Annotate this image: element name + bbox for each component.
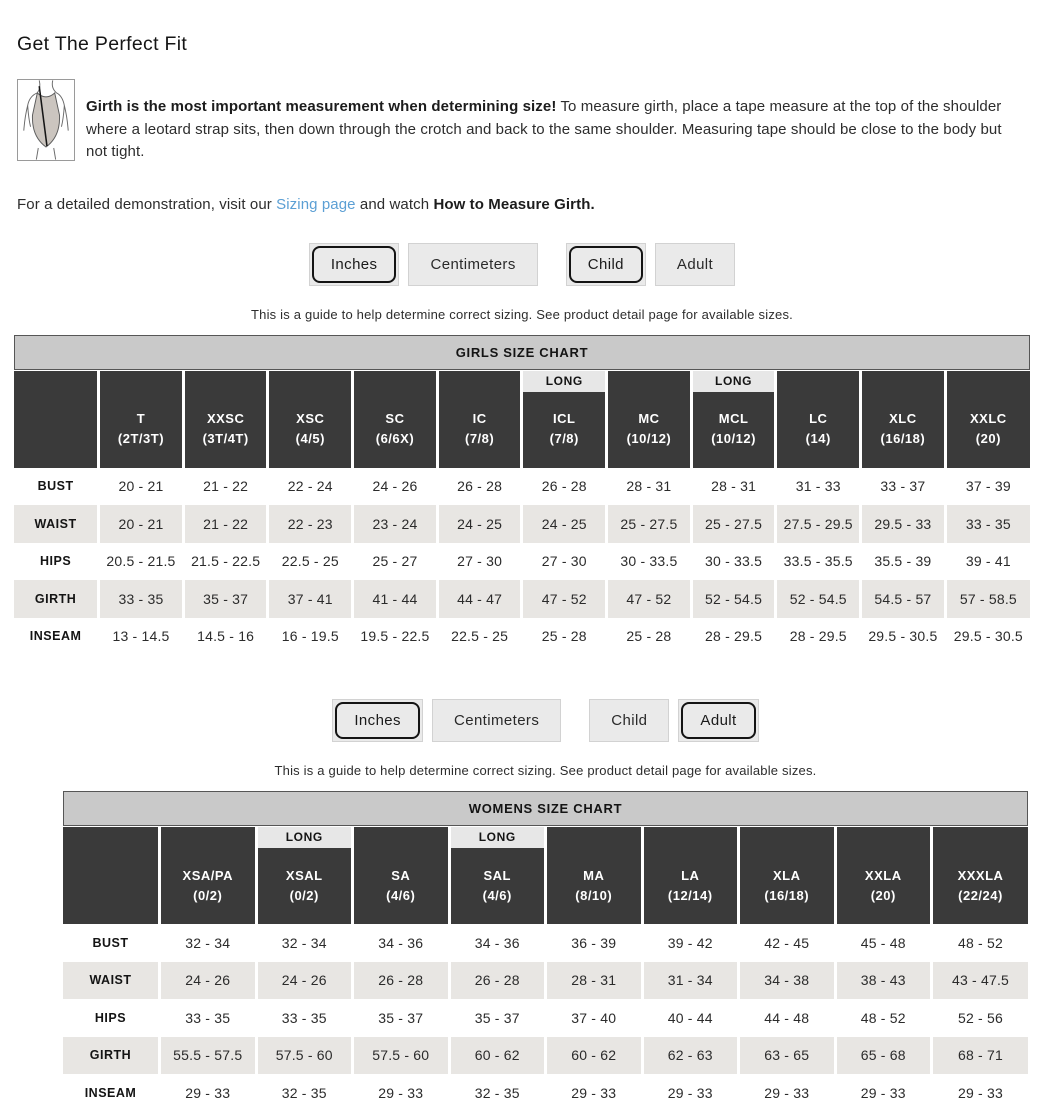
child-toggle-button[interactable] (589, 699, 669, 742)
size-value-cell: 22 - 23 (268, 505, 353, 543)
size-value-cell: 25 - 27 (353, 543, 438, 581)
size-value-cell: 26 - 28 (449, 962, 546, 1000)
measurement-label: WAIST (14, 505, 99, 543)
size-value-cell: 13 - 14.5 (99, 618, 184, 656)
womens-row-inseam (63, 1074, 1028, 1112)
size-value-cell: 25 - 27.5 (691, 505, 776, 543)
size-range: (0/2) (193, 887, 223, 903)
womens-row-hips (63, 999, 1028, 1037)
size-value-cell: 35 - 37 (183, 580, 268, 618)
size-range: (20) (870, 887, 896, 903)
size-value-cell: 29 - 33 (642, 1074, 739, 1112)
size-code: T (136, 411, 146, 426)
girls-row-inseam (14, 618, 1030, 656)
size-value-cell: 52 - 54.5 (691, 580, 776, 618)
womens-toggle-row (63, 699, 1028, 742)
size-value-cell: 52 - 56 (932, 999, 1029, 1037)
size-value-cell: 62 - 63 (642, 1037, 739, 1075)
size-value-cell: 33 - 35 (256, 999, 353, 1037)
size-value-cell: 39 - 41 (945, 543, 1030, 581)
measurement-label: WAIST (63, 962, 160, 1000)
toggle-button-label: Centimeters (453, 712, 540, 729)
size-value-cell: 20 - 21 (99, 505, 184, 543)
girls-row-bust (14, 468, 1030, 506)
womens-sizing-note: This is a guide to help determine correct sizing. See product detail page for available sizes. (274, 763, 817, 778)
size-column-header-sa (353, 827, 450, 924)
measurement-label: INSEAM (14, 618, 99, 656)
size-value-cell: 24 - 26 (160, 962, 257, 1000)
size-code: LC (809, 411, 828, 426)
leotard-girth-diagram-icon (17, 79, 75, 161)
girth-intro-body: To measure girth, place a tape measure at the top of the shoulder where a leotard strap sits, then down through the crotch and back to the same shoulder. Measuring tape should be close to the body but not tight. (86, 98, 1002, 160)
size-range: (4/5) (295, 431, 325, 446)
size-column-header-xsal (256, 827, 353, 924)
size-code: XSA/PA (182, 867, 233, 883)
girth-intro-text (86, 94, 1024, 164)
size-value-cell: 26 - 28 (522, 468, 607, 506)
size-value-cell: 20 - 21 (99, 468, 184, 506)
size-value-cell: 47 - 52 (522, 580, 607, 618)
size-range: (8/10) (575, 887, 613, 903)
toggle-button-label: Adult (676, 255, 714, 273)
size-code: ICL (553, 411, 576, 426)
girls-size-table-mount (14, 371, 1030, 656)
size-value-cell: 22.5 - 25 (437, 618, 522, 656)
size-range: (14) (805, 431, 831, 446)
girls-row-waist (14, 505, 1030, 543)
size-value-cell: 25 - 28 (522, 618, 607, 656)
size-range: (10/12) (626, 431, 672, 446)
size-value-cell: 32 - 34 (160, 924, 257, 962)
size-value-cell: 29 - 33 (546, 1074, 643, 1112)
size-range: (4/6) (386, 887, 416, 903)
size-value-cell: 52 - 54.5 (776, 580, 861, 618)
size-column-header-ic (437, 371, 522, 468)
size-range: (7/8) (464, 431, 495, 446)
demo-line (17, 196, 1024, 213)
size-value-cell: 26 - 28 (353, 962, 450, 1000)
size-column-header-la (642, 827, 739, 924)
size-value-cell: 29.5 - 33 (861, 505, 946, 543)
long-length-badge: LONG (451, 827, 545, 848)
measurement-label: HIPS (63, 999, 160, 1037)
size-value-cell: 34 - 38 (739, 962, 836, 1000)
size-range: (20) (975, 431, 1001, 446)
measurement-label: BUST (63, 924, 160, 962)
size-value-cell: 33 - 35 (160, 999, 257, 1037)
womens-size-chart (63, 791, 1028, 1112)
size-value-cell: 29 - 33 (160, 1074, 257, 1112)
size-value-cell: 28 - 29.5 (776, 618, 861, 656)
toggle-button-label: Inches (312, 246, 397, 283)
size-column-header-mcl (691, 371, 776, 468)
size-value-cell: 42 - 45 (739, 924, 836, 962)
size-value-cell: 28 - 31 (607, 468, 692, 506)
size-value-cell: 37 - 41 (268, 580, 353, 618)
size-value-cell: 19.5 - 22.5 (353, 618, 438, 656)
size-value-cell: 21 - 22 (183, 468, 268, 506)
centimeters-toggle-button[interactable] (408, 243, 537, 286)
size-value-cell: 28 - 31 (546, 962, 643, 1000)
size-range: (22/24) (958, 887, 1003, 903)
size-value-cell: 47 - 52 (607, 580, 692, 618)
size-column-header-xsc (268, 371, 353, 468)
size-value-cell: 24 - 25 (437, 505, 522, 543)
size-value-cell: 24 - 26 (353, 468, 438, 506)
demo-line-middle: and watch (355, 195, 434, 213)
size-value-cell: 21 - 22 (183, 505, 268, 543)
size-value-cell: 29 - 33 (353, 1074, 450, 1112)
size-value-cell: 65 - 68 (835, 1037, 932, 1075)
size-value-cell: 23 - 24 (353, 505, 438, 543)
size-value-cell: 28 - 29.5 (691, 618, 776, 656)
girls-section (14, 243, 1030, 656)
size-value-cell: 57 - 58.5 (945, 580, 1030, 618)
size-value-cell: 54.5 - 57 (861, 580, 946, 618)
child-toggle-button[interactable] (566, 243, 646, 286)
size-column-header-xla (739, 827, 836, 924)
size-code: XSAL (285, 867, 323, 883)
size-column-header-xsa-pa (160, 827, 257, 924)
size-range: (7/8) (549, 431, 579, 446)
size-value-cell: 31 - 34 (642, 962, 739, 1000)
size-range: (6/6X) (375, 431, 415, 446)
size-value-cell: 24 - 26 (256, 962, 353, 1000)
page-title: Get The Perfect Fit (17, 33, 188, 55)
measurement-label: GIRTH (63, 1037, 160, 1075)
adult-toggle-button[interactable] (678, 699, 758, 742)
size-value-cell: 28 - 31 (691, 468, 776, 506)
size-value-cell: 57.5 - 60 (353, 1037, 450, 1075)
size-value-cell: 35.5 - 39 (861, 543, 946, 581)
size-column-header-t (99, 371, 184, 468)
size-value-cell: 29 - 33 (932, 1074, 1029, 1112)
size-value-cell: 29.5 - 30.5 (945, 618, 1030, 656)
size-code: XXLC (970, 411, 1007, 426)
womens-size-table (63, 827, 1028, 1112)
size-column-header-mc (607, 371, 692, 468)
size-value-cell: 60 - 62 (449, 1037, 546, 1075)
size-value-cell: 20.5 - 21.5 (99, 543, 184, 581)
toggle-button-label: Child (569, 246, 643, 283)
girls-row-girth (14, 580, 1030, 618)
size-range: (2T/3T) (117, 431, 165, 446)
size-value-cell: 39 - 42 (642, 924, 739, 962)
size-table-corner-cell (14, 371, 99, 468)
size-range: (16/18) (764, 887, 810, 903)
girls-size-chart (14, 335, 1030, 656)
girls-size-chart-title: GIRLS SIZE CHART (14, 335, 1030, 370)
size-value-cell: 30 - 33.5 (691, 543, 776, 581)
womens-section (63, 699, 1028, 1112)
size-value-cell: 29 - 33 (835, 1074, 932, 1112)
size-code: MCL (718, 411, 749, 426)
size-value-cell: 44 - 47 (437, 580, 522, 618)
size-column-header-ma (546, 827, 643, 924)
size-value-cell: 25 - 28 (607, 618, 692, 656)
size-column-header-xlc (861, 371, 946, 468)
size-value-cell: 44 - 48 (739, 999, 836, 1037)
size-value-cell: 33 - 35 (945, 505, 1030, 543)
size-column-header-xxxla (932, 827, 1029, 924)
size-value-cell: 35 - 37 (353, 999, 450, 1037)
size-column-header-xxla (835, 827, 932, 924)
size-column-header-sal (449, 827, 546, 924)
toggle-button-label: Child (611, 712, 648, 729)
adult-toggle-button[interactable] (655, 243, 735, 286)
size-value-cell: 25 - 27.5 (607, 505, 692, 543)
girth-intro-block (17, 79, 1024, 179)
size-value-cell: 32 - 34 (256, 924, 353, 962)
toggle-button-label: Adult (681, 702, 755, 739)
size-value-cell: 14.5 - 16 (183, 618, 268, 656)
size-value-cell: 16 - 19.5 (268, 618, 353, 656)
size-value-cell: 30 - 33.5 (607, 543, 692, 581)
size-value-cell: 43 - 47.5 (932, 962, 1029, 1000)
size-value-cell: 31 - 33 (776, 468, 861, 506)
womens-size-table-mount (63, 827, 1028, 1112)
womens-row-girth (63, 1037, 1028, 1075)
size-value-cell: 45 - 48 (835, 924, 932, 962)
size-code: SA (391, 867, 411, 883)
size-value-cell: 37 - 39 (945, 468, 1030, 506)
size-value-cell: 35 - 37 (449, 999, 546, 1037)
measurement-label: GIRTH (14, 580, 99, 618)
size-value-cell: 33 - 37 (861, 468, 946, 506)
size-value-cell: 63 - 65 (739, 1037, 836, 1075)
girls-row-hips (14, 543, 1030, 581)
centimeters-toggle-button[interactable] (432, 699, 561, 742)
long-length-badge: LONG (258, 827, 352, 848)
womens-row-bust (63, 924, 1028, 962)
measurement-label: INSEAM (63, 1074, 160, 1112)
size-code: MC (638, 411, 660, 426)
size-code: XXSC (206, 411, 245, 426)
size-value-cell: 41 - 44 (353, 580, 438, 618)
size-value-cell: 37 - 40 (546, 999, 643, 1037)
womens-row-waist (63, 962, 1028, 1000)
size-value-cell: 29.5 - 30.5 (861, 618, 946, 656)
size-code: XXXLA (957, 867, 1004, 883)
measurement-label: BUST (14, 468, 99, 506)
size-code: MA (583, 867, 605, 883)
size-value-cell: 22.5 - 25 (268, 543, 353, 581)
toggle-button-label: Centimeters (430, 255, 516, 273)
inches-toggle-button[interactable] (309, 243, 400, 286)
size-code: XXLA (864, 867, 902, 883)
size-value-cell: 21.5 - 22.5 (183, 543, 268, 581)
girls-toggle-row (14, 243, 1030, 286)
womens-size-chart-title: WOMENS SIZE CHART (63, 791, 1028, 826)
size-value-cell: 57.5 - 60 (256, 1037, 353, 1075)
size-value-cell: 27 - 30 (522, 543, 607, 581)
demo-line-bold-end: How to Measure Girth. (433, 195, 595, 213)
size-value-cell: 32 - 35 (256, 1074, 353, 1112)
size-column-header-xxlc (945, 371, 1030, 468)
size-value-cell: 32 - 35 (449, 1074, 546, 1112)
size-column-header-sc (353, 371, 438, 468)
size-column-header-xxsc (183, 371, 268, 468)
size-value-cell: 33.5 - 35.5 (776, 543, 861, 581)
size-range: (12/14) (667, 887, 713, 903)
long-length-badge: LONG (693, 371, 775, 392)
size-value-cell: 40 - 44 (642, 999, 739, 1037)
inches-toggle-button[interactable] (332, 699, 423, 742)
size-range: (16/18) (880, 431, 926, 446)
size-value-cell: 34 - 36 (353, 924, 450, 962)
size-column-header-icl (522, 371, 607, 468)
size-code: XLA (773, 867, 801, 883)
size-range: (3T/4T) (202, 431, 249, 446)
size-value-cell: 29 - 33 (739, 1074, 836, 1112)
size-range: (10/12) (711, 431, 756, 446)
long-length-badge: LONG (523, 371, 605, 392)
size-code: IC (472, 411, 487, 426)
size-column-header-lc (776, 371, 861, 468)
size-code: XLC (889, 411, 917, 426)
size-code: SAL (483, 867, 511, 883)
size-value-cell: 68 - 71 (932, 1037, 1029, 1075)
size-range: (0/2) (289, 887, 319, 903)
size-value-cell: 60 - 62 (546, 1037, 643, 1075)
size-value-cell: 24 - 25 (522, 505, 607, 543)
measurement-label: HIPS (14, 543, 99, 581)
size-value-cell: 27 - 30 (437, 543, 522, 581)
size-value-cell: 34 - 36 (449, 924, 546, 962)
size-value-cell: 55.5 - 57.5 (160, 1037, 257, 1075)
size-value-cell: 38 - 43 (835, 962, 932, 1000)
size-value-cell: 22 - 24 (268, 468, 353, 506)
size-value-cell: 26 - 28 (437, 468, 522, 506)
size-table-corner-cell (63, 827, 160, 924)
size-value-cell: 27.5 - 29.5 (776, 505, 861, 543)
size-code: LA (681, 867, 700, 883)
toggle-button-label: Inches (335, 702, 420, 739)
size-value-cell: 36 - 39 (546, 924, 643, 962)
girth-intro-bold-lead: Girth is the most important measurement when determining size! (86, 98, 557, 115)
size-code: XSC (296, 411, 325, 426)
size-code: SC (385, 411, 405, 426)
girls-size-table (14, 371, 1030, 656)
girls-sizing-note: This is a guide to help determine correct sizing. See product detail page for available sizes. (251, 306, 793, 322)
size-value-cell: 33 - 35 (99, 580, 184, 618)
size-value-cell: 48 - 52 (932, 924, 1029, 962)
size-value-cell: 48 - 52 (835, 999, 932, 1037)
sizing-page-link[interactable]: Sizing page (276, 195, 356, 213)
demo-line-prefix: For a detailed demonstration, visit our (17, 195, 277, 213)
size-range: (4/6) (482, 887, 512, 903)
